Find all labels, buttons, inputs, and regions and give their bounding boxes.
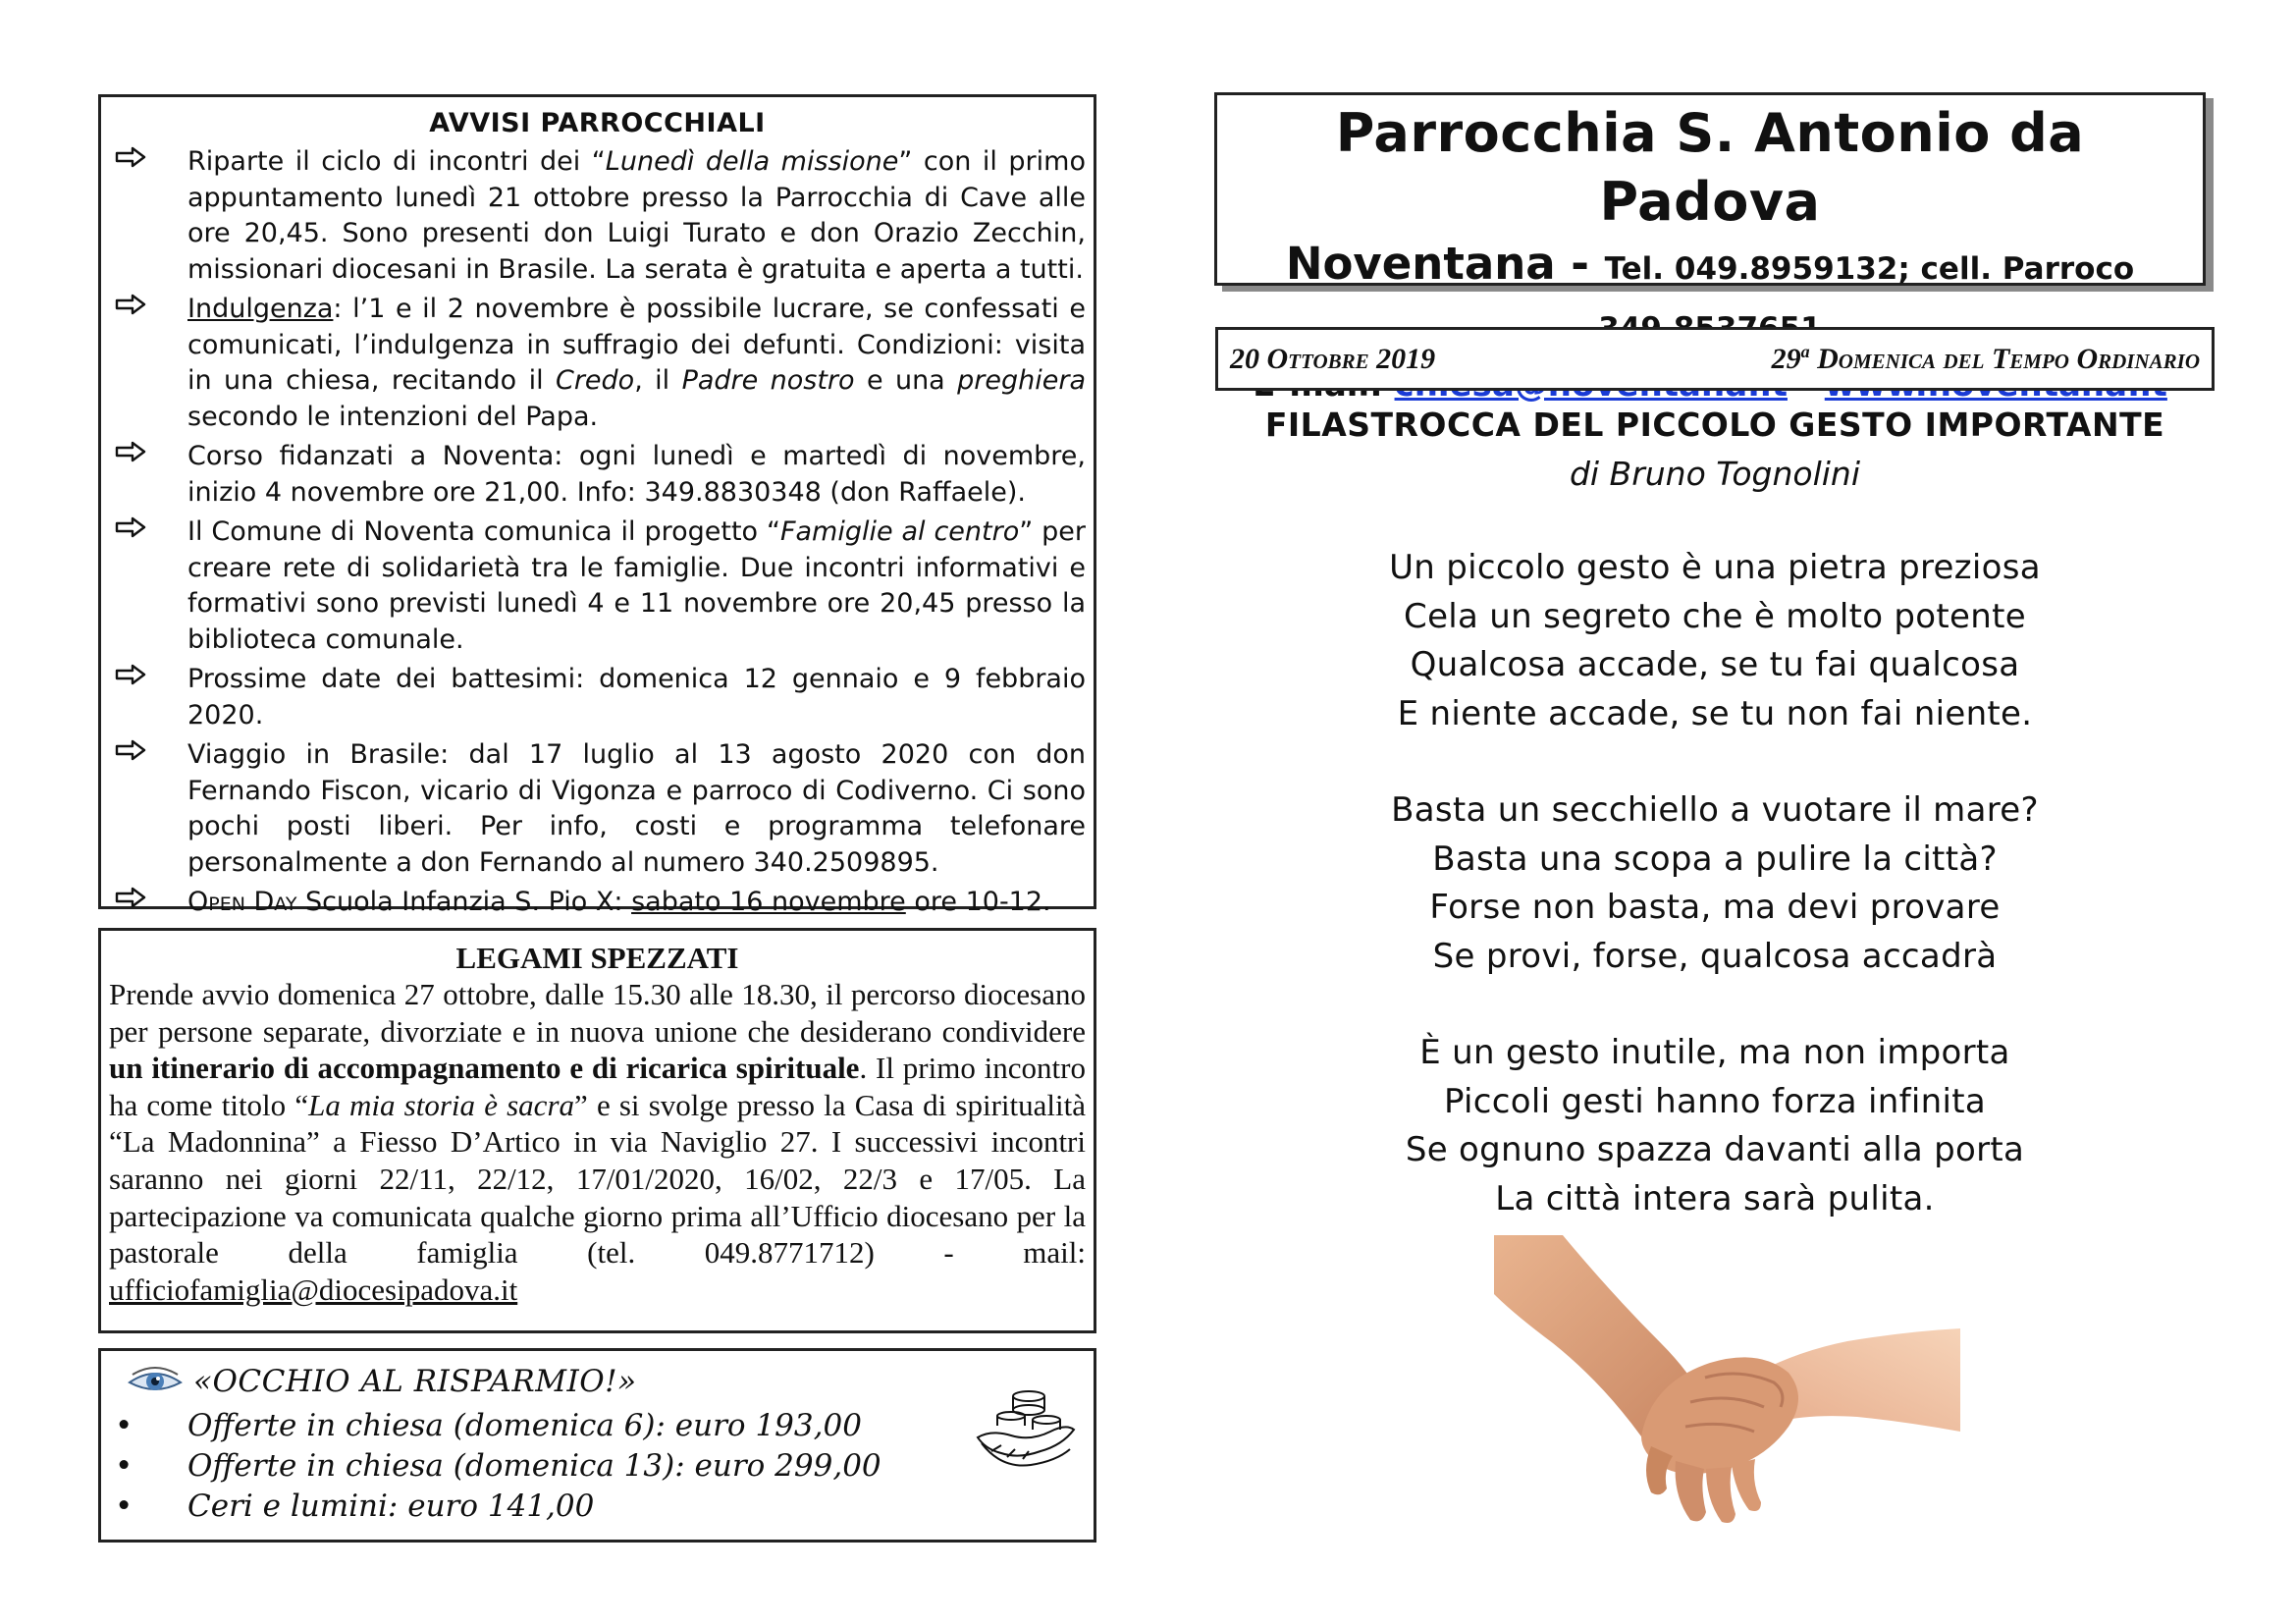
legami-title: LEGAMI SPEZZATI — [455, 941, 739, 975]
list-item — [111, 1406, 1084, 1446]
avviso-text: ore 10-12. — [905, 887, 1051, 917]
legami-text: Prende avvio domenica 27 ottobre, dalle 15.30 alle 18.30, il percorso diocesano per persone separate, divorziate e in nuova unione che desiderano condividere — [109, 977, 1086, 1049]
avviso-emph: Famiglie al centro — [779, 516, 1020, 547]
avvisi-title: AVVISI PARROCCHIALI — [429, 108, 766, 138]
liturgical-sunday — [1772, 342, 2200, 376]
legami-text: ” e si svolge presso la Casa di spiritualità “La Madonnina” a Fiesso D’Artico in via Naviglio 27. I successivi incontri saranno nei giorni 22/11, 22/12, 17/01/2020, 16/02, 22/3 e 17/05. La partecipazione va comunicata qualche giorno prima all’Ufficio diocesano per la pastorale della famiglia (tel. 049.8771712) - mail: — [109, 1087, 1087, 1271]
right-arrow-icon — [109, 662, 187, 685]
offerta-text: Ceri e lumini: euro 141,00 — [187, 1489, 595, 1524]
avviso-text: Il Comune di Noventa comunica il progetto “ — [187, 516, 780, 547]
avviso-text: Viaggio in Brasile: dal 17 luglio al 13 agosto 2020 con don Fernando Fiscon, vicario di Vigonza e parroco di Codiverno. Ci sono pochi posti liberi. Per info, costi e programma telefonare personalmente a don Fernando al numero 340.2509895. — [187, 739, 1086, 878]
avviso-text: : l’1 e il 2 novembre è possibile lucrare, se confessati e comunicati, l’indulgenza in suffragio dei defunti. Condizioni: visita in una chiesa, recitando il — [187, 294, 1086, 396]
poem-line: Basta una scopa a pulire la città? — [1432, 839, 1998, 879]
list-item — [111, 1446, 1084, 1487]
poem-line: Un piccolo gesto è una pietra preziosa — [1389, 548, 2041, 587]
avviso-text: Riparte il ciclo di incontri dei “ — [187, 146, 606, 177]
right-arrow-icon — [109, 737, 187, 761]
legami-text: . Il primo incontro ha come titolo “ — [109, 1051, 1086, 1122]
sunday-number: 29 — [1771, 343, 1801, 375]
poem-line: Basta un secchiello a vuotare il mare? — [1391, 790, 2039, 830]
poem-line: Se ognuno spazza davanti alla porta — [1405, 1130, 2025, 1169]
offerta-text: Offerte in chiesa (domenica 13): euro 299,00 — [187, 1448, 881, 1484]
list-item — [111, 1487, 1084, 1527]
avviso-text: ” con il primo appuntamento lunedì 21 ottobre presso la Parrocchia di Cave alle ore 20,45. Sono presenti don Luigi Turato e don Orazio Zecchin, missionari diocesani in Brasile. La serata è gratuita e aperta a tutti. — [187, 146, 1086, 285]
avviso-keyword: Indulgenza — [187, 294, 334, 324]
right-arrow-icon — [109, 292, 187, 315]
poem-line: Cela un segreto che è molto potente — [1404, 596, 2026, 636]
right-arrow-icon — [109, 439, 187, 462]
coins-hand-icon — [972, 1380, 1080, 1475]
avviso-date: sabato 16 novembre — [631, 887, 906, 917]
list-item — [109, 737, 1086, 881]
poem-stanza — [1214, 1029, 2216, 1223]
right-arrow-icon — [109, 144, 187, 168]
avviso-text: Corso fidanzati a Noventa: ogni lunedì e martedì di novembre, inizio 4 novembre ore 21,00. Info: 349.8830348 (don Raffaele). — [187, 441, 1086, 508]
phone-numbers: Tel. 049.8959132; cell. Parroco — [1604, 251, 2135, 287]
avvisi-box — [98, 94, 1096, 917]
legami-body — [109, 976, 1086, 1308]
avviso-text: Scuola Infanzia S. Pio X: — [296, 887, 632, 917]
list-item — [109, 292, 1086, 435]
list-item — [109, 439, 1086, 511]
list-item — [109, 885, 1086, 921]
right-arrow-icon — [109, 885, 187, 908]
poem-body — [1214, 544, 2216, 1272]
bullet-icon: • — [115, 1448, 133, 1484]
list-item — [109, 144, 1086, 288]
avviso-emph: preghiera — [957, 365, 1086, 396]
poem-line: La città intera sarà pulita. — [1495, 1178, 1935, 1218]
legami-email-link[interactable]: ufficiofamiglia@diocesipadova.it — [109, 1272, 518, 1307]
avviso-text: ” per creare rete di solidarietà tra le famiglie. Due incontri informativi e formativi sono previsti lunedì 4 e 11 novembre ore 20,45 presso la biblioteca comunale. — [187, 516, 1087, 655]
avviso-text: e una — [854, 365, 958, 396]
poem-stanza — [1214, 544, 2216, 738]
avviso-text: secondo le intenzioni del Papa. — [187, 401, 599, 432]
bulletin-date: 20 Ottobre 2019 — [1230, 342, 1436, 375]
poem-line: Piccoli gesti hanno forza infinita — [1444, 1081, 1986, 1121]
holding-hands-image — [1494, 1235, 1960, 1530]
list-item — [109, 514, 1086, 658]
town-name: Noventana - — [1285, 238, 1605, 290]
offerta-text: Offerte in chiesa (domenica 6): euro 193,00 — [187, 1408, 862, 1443]
right-arrow-icon — [109, 514, 187, 538]
bullet-icon: • — [115, 1408, 133, 1443]
legami-bold: un itinerario di accompagnamento e di ricarica spirituale — [109, 1051, 860, 1086]
avviso-emph: Credo — [555, 365, 635, 396]
risparmio-title: «OCCHIO AL RISPARMIO!» — [193, 1364, 637, 1399]
sunday-ordinal: a — [1800, 342, 1810, 361]
bullet-icon: • — [115, 1489, 133, 1524]
sunday-text: Domenica del Tempo Ordinario — [1809, 343, 2200, 375]
avviso-keyword: Open Day — [187, 887, 297, 917]
avviso-emph: Padre nostro — [681, 365, 855, 396]
list-item — [109, 662, 1086, 733]
parish-name: Parrocchia S. Antonio da Padova — [1335, 102, 2085, 233]
legami-italic: La mia storia è sacra — [308, 1087, 575, 1122]
poem-line: Forse non basta, ma devi provare — [1429, 888, 2001, 927]
poem-line: È un gesto inutile, ma non importa — [1419, 1033, 2010, 1072]
avviso-emph: Lunedì della missione — [605, 146, 899, 177]
offerte-list — [111, 1406, 1084, 1527]
avviso-text: , il — [634, 365, 682, 396]
parish-header — [1214, 92, 2206, 290]
poem-line: E niente accade, se tu non fai niente. — [1397, 693, 2033, 733]
poem-line: Se provi, forse, qualcosa accadrà — [1432, 936, 1998, 976]
poem-title: FILASTROCCA DEL PICCOLO GESTO IMPORTANTE — [1264, 406, 2165, 444]
poem-stanza — [1214, 786, 2216, 981]
poem-author: di Bruno Tognolini — [1569, 455, 1861, 493]
legami-box — [98, 928, 1096, 1333]
risparmio-box — [98, 1348, 1096, 1543]
eye-icon — [127, 1363, 184, 1400]
date-bar — [1215, 327, 2215, 391]
poem-line: Qualcosa accade, se tu fai qualcosa — [1410, 645, 2020, 684]
avviso-text: Prossime date dei battesimi: domenica 12 gennaio e 9 febbraio 2020. — [187, 664, 1086, 731]
